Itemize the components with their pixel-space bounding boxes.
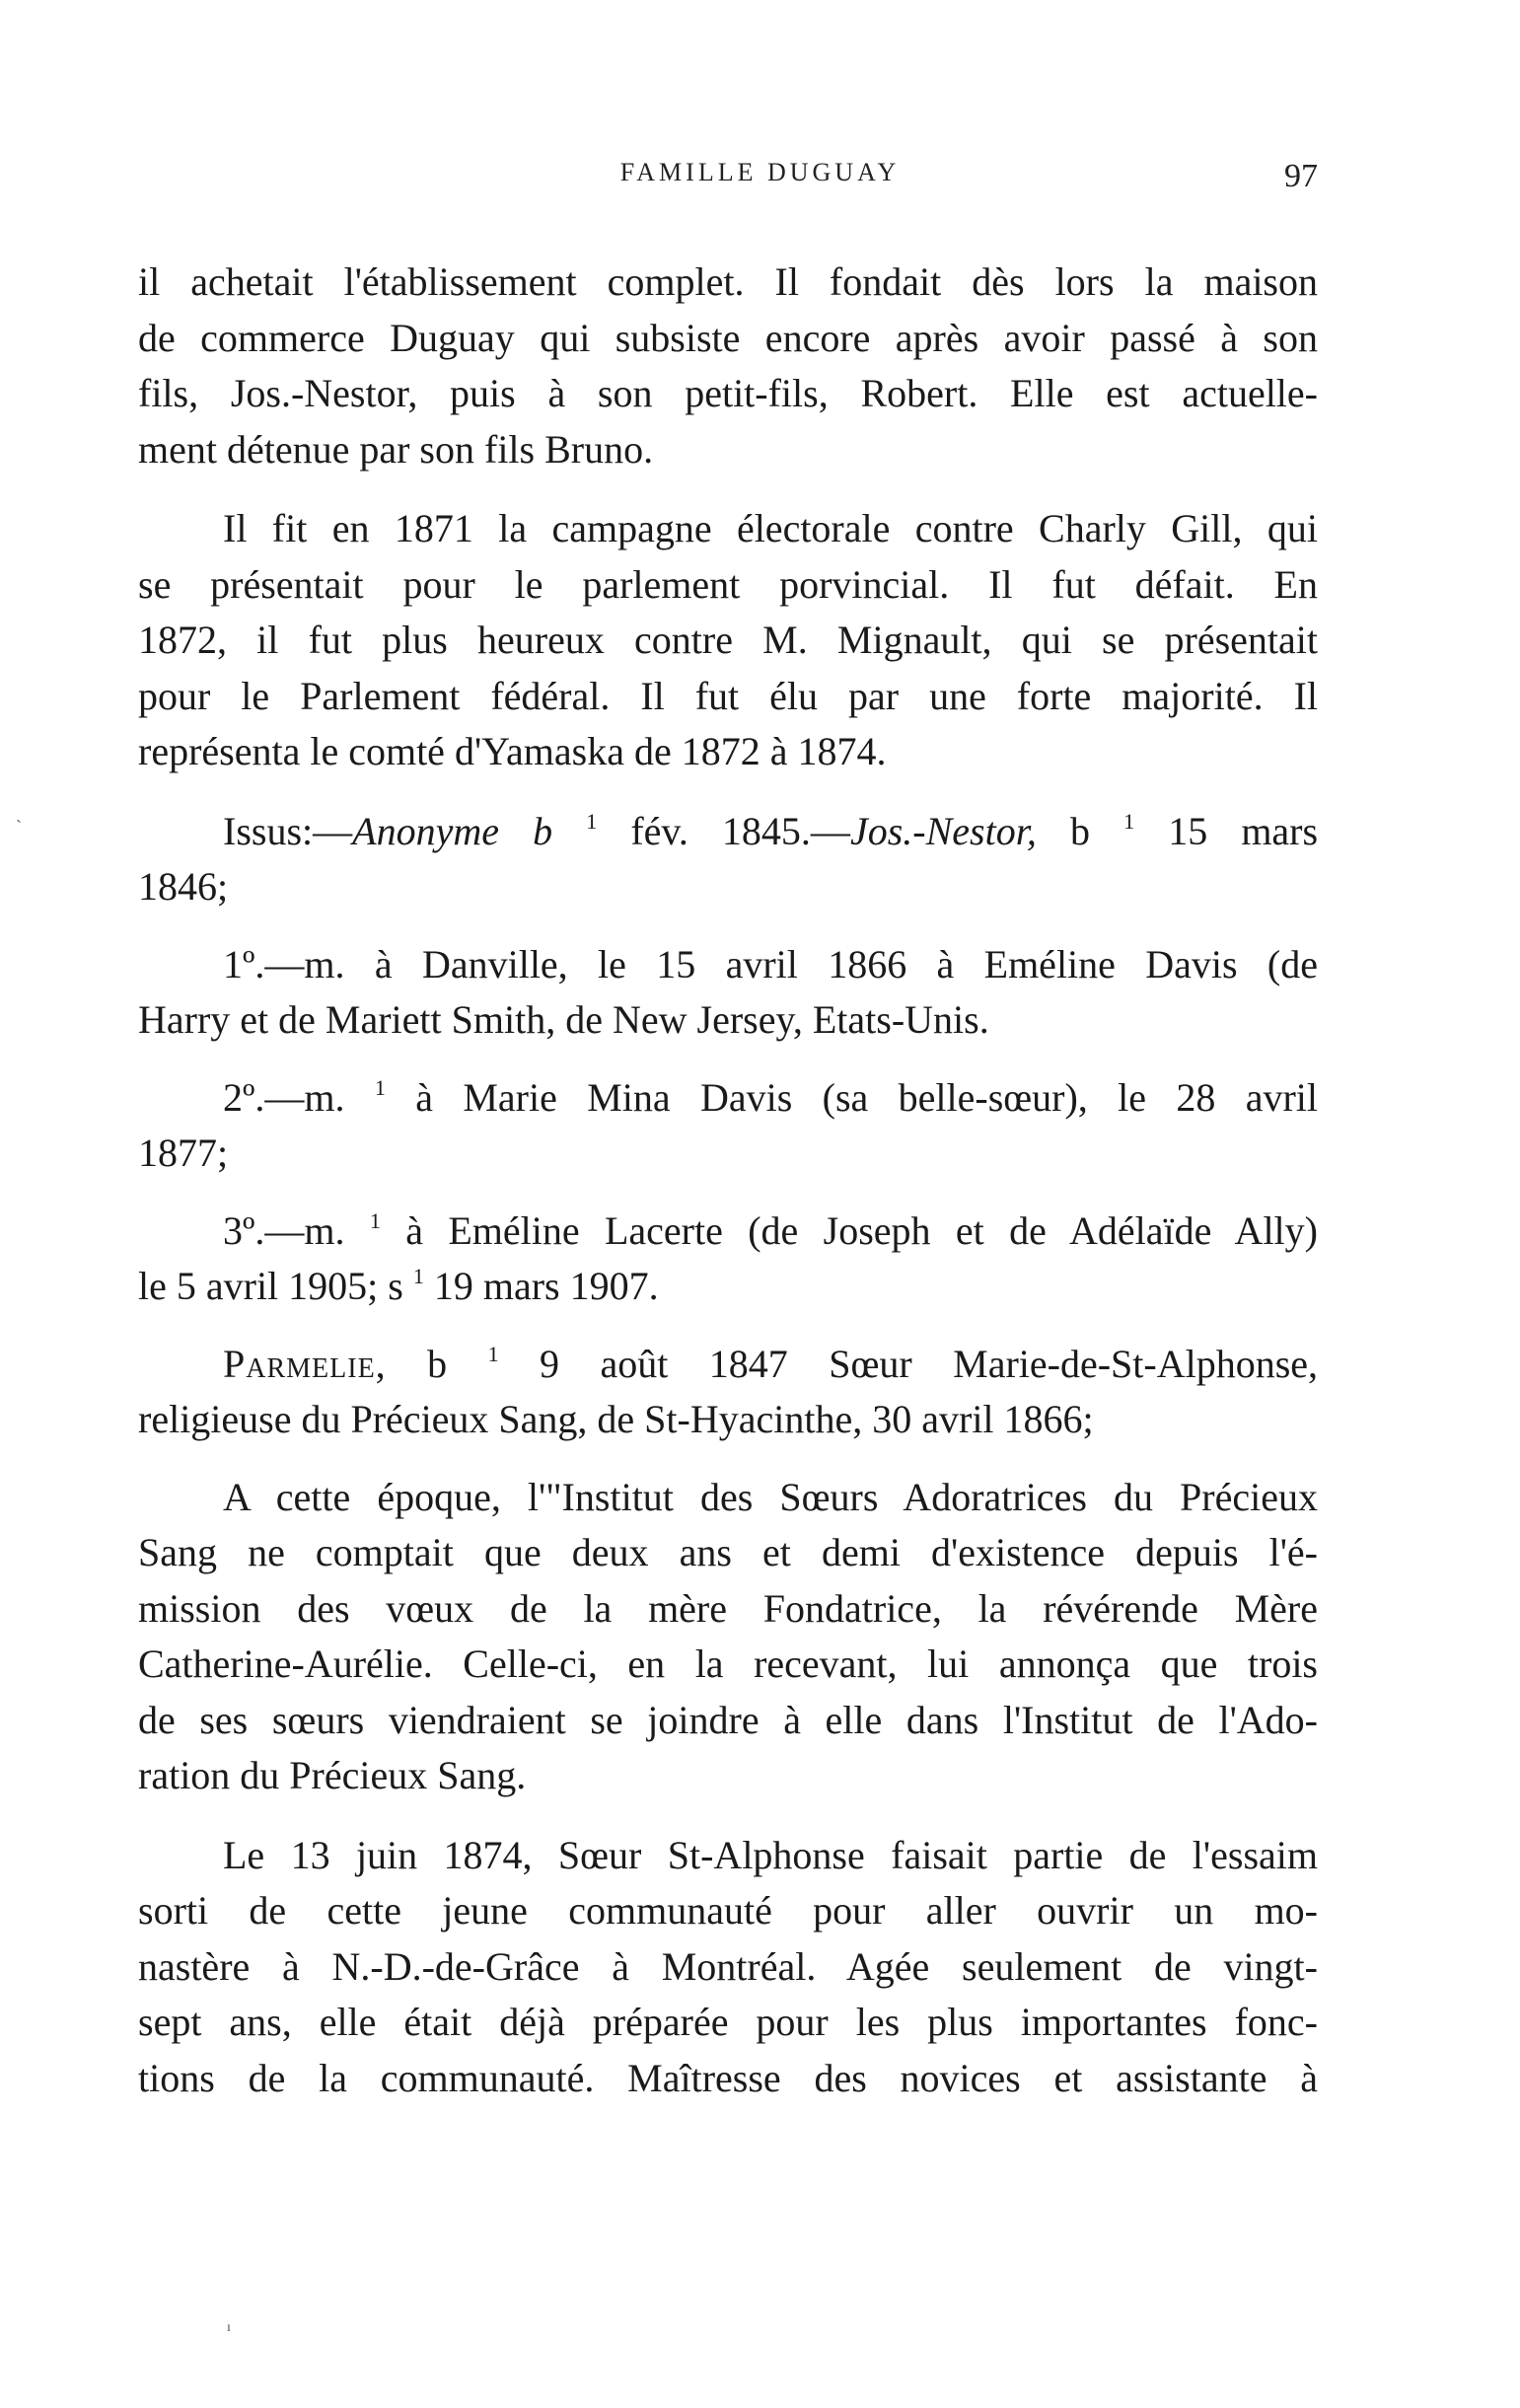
paragraph-montreal	[138, 1828, 1318, 2107]
body-text	[138, 255, 1318, 2130]
text-line: sept ans, elle était déjà préparée pour les plus importantes fonc-	[138, 2000, 1318, 2044]
text-line: 1872, il fut plus heureux contre M. Mignault, qui se présentait	[138, 618, 1318, 662]
text-line: Il fit en 1871 la campagne électorale contre Charly Gill, qui	[223, 506, 1318, 550]
text-line: sorti de cette jeune communauté pour aller ouvrir un mo-	[138, 1888, 1318, 1933]
marriage-text: à Marie Mina Davis (sa belle-sœur), le 28 avril	[415, 1074, 1319, 1120]
text-line: Harry et de Mariett Smith, de New Jersey, Etats-Unis.	[138, 997, 989, 1042]
marriage-lead: 3º.—m.	[223, 1207, 345, 1253]
birth-mark: b	[533, 808, 553, 853]
text-line: Catherine-Aurélie. Celle-ci, en la recevant, lui annonça que trois	[138, 1642, 1318, 1686]
scan-speck: ı	[227, 2320, 231, 2335]
text-line: 1877;	[138, 1131, 229, 1175]
birth-date: fév. 1845.—	[630, 808, 850, 853]
text-line: pour le Parlement fédéral. Il fut élu par une forte majorité. Il	[138, 673, 1318, 718]
paragraph-marriage-2	[138, 1070, 1318, 1182]
text-line	[138, 1259, 1318, 1315]
text-line: fils, Jos.-Nestor, puis à son petit-fils, Robert. Elle est actuelle-	[138, 371, 1318, 415]
page-number: 97	[1284, 158, 1318, 194]
footnote-mark: 1	[369, 1207, 381, 1233]
text-line: religieuse du Précieux Sang, de St-Hyacinthe, 30 avril 1866;	[138, 1397, 1094, 1441]
birth-mark: b	[427, 1341, 448, 1386]
text-line: A cette époque, l'"Institut des Sœurs Adoratrices du Précieux	[223, 1474, 1318, 1519]
birth-mark: b	[1069, 808, 1090, 853]
text-line: 1846;	[138, 864, 229, 909]
text-line: se présentait pour le parlement porvincial. Il fut défait. En	[138, 561, 1318, 607]
scan-speck: `	[16, 817, 22, 837]
text-line	[138, 1070, 1318, 1127]
text-line: Le 13 juin 1874, Sœur St-Alphonse faisait partie de l'essaim	[223, 1832, 1318, 1877]
text-line: représenta le comté d'Yamaska de 1872 à 1874.	[138, 729, 887, 773]
text-line: de ses sœurs viendraient se joindre à elle dans l'Institut de l'Ado-	[138, 1697, 1318, 1742]
text-line: Sang ne comptait que deux ans et demi d'existence depuis l'é-	[138, 1530, 1318, 1574]
paragraph-marriage-1	[138, 937, 1318, 1049]
marriage-lead: 2º.—m.	[223, 1074, 345, 1120]
text-line: mission des vœux de la mère Fondatrice, la révérende Mère	[138, 1585, 1318, 1631]
text-line: ration du Précieux Sang.	[138, 1753, 527, 1797]
text-line: 1º.—m. à Danville, le 15 avril 1866 à Eméline Davis (de	[223, 941, 1318, 986]
person-text: 9 août 1847 Sœur Marie-de-St-Alphonse,	[540, 1341, 1319, 1386]
running-head	[0, 158, 1520, 197]
text-line: de commerce Duguay qui subsiste encore après avoir passé à son	[138, 315, 1318, 360]
birth-date: 15 mars	[1168, 808, 1319, 853]
issue-lead: Issus:—	[223, 808, 353, 853]
footnote-mark: 1	[374, 1074, 386, 1100]
paragraph-elections	[138, 501, 1318, 780]
paragraph-institute	[138, 1470, 1318, 1804]
marriage-text: à Eméline Lacerte (de Joseph et de Adélaïde Ally)	[405, 1207, 1318, 1253]
paragraph-marriage-3	[138, 1204, 1318, 1315]
footnote-mark: 1	[487, 1341, 499, 1366]
paragraph-parmelie	[138, 1337, 1318, 1448]
text-line: ment détenue par son fils Bruno.	[138, 426, 654, 472]
text-line: tions de la communauté. Maîtresse des novices et assistante à	[138, 2055, 1318, 2100]
text-line	[138, 1204, 1318, 1260]
footnote-mark: 1	[1123, 808, 1135, 834]
paragraph-issue	[138, 804, 1318, 915]
footnote-mark: 1	[412, 1264, 424, 1288]
child-name: Jos.-Nestor,	[849, 808, 1037, 853]
death-date: 19 mars 1907.	[433, 1264, 659, 1308]
running-title: FAMILLE DUGUAY	[619, 158, 901, 186]
child-name: Anonyme	[352, 808, 499, 853]
text-line: nastère à N.-D.-de-Grâce à Montréal. Agée seulement de vingt-	[138, 1943, 1318, 1989]
person-name: Parmelie,	[223, 1341, 387, 1386]
text-line	[138, 1337, 1318, 1393]
footnote-mark: 1	[586, 808, 598, 834]
paragraph-continuation	[138, 255, 1318, 477]
text-line: il achetait l'établissement complet. Il fondait dès lors la maison	[138, 259, 1318, 304]
marriage-date: le 5 avril 1905; s	[138, 1264, 403, 1308]
text-line	[138, 804, 1318, 860]
